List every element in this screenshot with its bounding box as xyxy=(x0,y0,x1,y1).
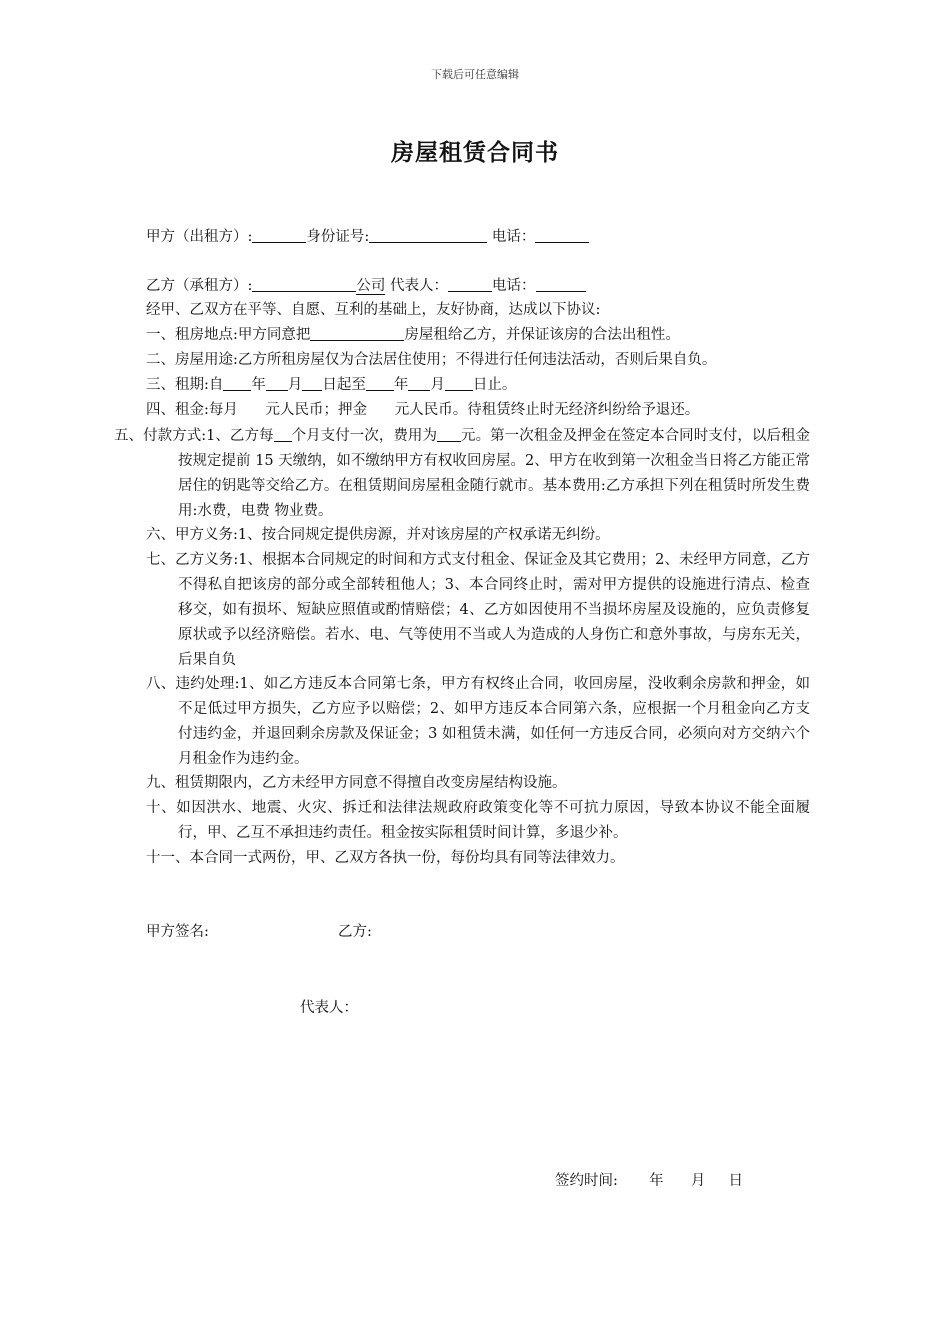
party-a-phone-label: 电话： xyxy=(491,229,536,245)
clause-3-start-year-blank xyxy=(223,374,251,391)
clause-7-text: 七、乙方义务:1、根据本合同规定的时间和方式支付租金、保证金及其它费用；2、未经甲方同意，乙方不得私自把该房的部分或全部转租他人；3、本合同终止时，需对甲方提供的设施进行清点、检查移交，如有损坏、短缺应照值或酌情赔偿；4、乙方如因使用不当损坏房屋及设施的，应负责修复原状或予以经济赔偿。若水、电、气等使用不当或人为造成的人身伤亡和意外事故，与房东无关，后果自负 xyxy=(146,552,810,668)
clause-3-start-day-blank xyxy=(302,374,322,391)
clause-5-text-b: 个月支付一次，费用为 xyxy=(291,428,438,444)
party-a-line xyxy=(146,225,589,250)
party-b-company: 公司 xyxy=(356,278,386,294)
header-note: 下载后可任意编辑 xyxy=(431,68,519,81)
party-b-signature-label: 乙方: xyxy=(338,924,372,940)
clause-9: 九、租赁期限内，乙方未经甲方同意不得擅自改变房屋结构设施。 xyxy=(146,775,567,791)
representative-label: 代表人： xyxy=(300,1000,358,1016)
party-b-line xyxy=(146,274,586,299)
clause-5-text-a: 五、付款方式:1、乙方每 xyxy=(114,428,274,444)
document-title: 房屋租赁合同书 xyxy=(391,139,559,166)
clause-11: 十一、本合同一式两份，甲、乙双方各执一份，每份均具有同等法律效力。 xyxy=(146,850,625,866)
clause-3-text-a: 三、租期:自 xyxy=(146,377,224,393)
party-b-phone-label: 电话： xyxy=(492,278,536,294)
clause-3-end-year-label: 年 xyxy=(393,377,409,393)
clause-1-text-b: 房屋租给乙方，并保证该房的合法出租性。 xyxy=(404,327,680,343)
clause-3-year-label: 年 xyxy=(251,377,266,393)
clause-8 xyxy=(146,672,810,772)
clause-5-fee-blank xyxy=(437,425,461,442)
clause-3-end-month-blank xyxy=(408,374,430,391)
clause-3-text-g: 日止。 xyxy=(472,377,517,393)
clause-3-start-month-blank xyxy=(266,374,288,391)
clause-10 xyxy=(146,796,810,846)
sign-time-label: 签约时间: xyxy=(555,1173,618,1189)
clause-3-text-d: 日起至 xyxy=(322,377,366,393)
clause-3-end-day-blank xyxy=(445,374,473,391)
party-b-rep-blank xyxy=(448,275,492,292)
party-a-phone-blank xyxy=(535,226,589,243)
intro-text: 经甲、乙双方在平等、自愿、互利的基础上，友好协商，达成以下协议: xyxy=(146,302,601,318)
party-b-rep-label: 代表人： xyxy=(390,278,448,294)
sign-time-line xyxy=(555,1169,743,1194)
clause-5-text-c: 元。第一次租金及押金在签定本合同时支付，以后租金按规定提前 15 天缴纳，如不缴纳甲方有权收回房屋。2、甲方在收到第一次租金当日将乙方能正常居住的钥匙等交给乙方。在租赁期间房屋租金随行就市。基本费用:乙方承担下列在租赁时所发生费用:水费，电费 物业费。 xyxy=(178,428,810,519)
clause-5 xyxy=(114,424,810,524)
clause-3 xyxy=(146,373,516,398)
clause-1-text-a: 一、租房地点:甲方同意把 xyxy=(146,327,311,343)
party-a-id-label: 身份证号: xyxy=(306,229,370,245)
party-a-id-blank xyxy=(369,226,487,243)
clause-4: 四、租金:每月 元人民币；押金 元人民币。待租赁终止时无经济纠纷给予退还。 xyxy=(146,402,700,418)
clause-6: 六、甲方义务:1、按合同规定提供房源，并对该房屋的产权承诺无纠纷。 xyxy=(146,527,610,543)
party-a-name-blank xyxy=(252,226,306,243)
party-b-label: 乙方（承租方）: xyxy=(146,278,253,294)
sign-year-label: 年 xyxy=(649,1173,664,1189)
clause-3-end-year-blank xyxy=(366,374,394,391)
sign-month-label: 月 xyxy=(690,1173,706,1189)
clause-3-end-month-label: 月 xyxy=(430,377,445,393)
clause-10-text: 十、如因洪水、地震、火灾、拆迁和法律法规政府政策变化等不可抗力原因，导致本协议不能全面履行，甲、乙互不承担违约责任。租金按实际租赁时间计算，多退少补。 xyxy=(146,800,810,841)
clause-8-text: 八、违约处理:1、如乙方违反本合同第七条，甲方有权终止合同，收回房屋，没收剩余房款和押金，如不足低过甲方损失，乙方应予以赔偿；2、如甲方违反本合同第六条，应根据一个月租金向乙方支付违约金，并退回剩余房款及保证金；3 如租赁未满，如任何一方违反合同，必须向对方交纳六个月租金作为违约金。 xyxy=(146,676,810,767)
party-a-label: 甲方（出租方）: xyxy=(146,229,253,245)
sign-day-label: 日 xyxy=(728,1173,744,1189)
clause-1-location-blank xyxy=(310,324,404,341)
party-b-name-blank xyxy=(252,275,356,292)
party-b-phone-blank xyxy=(536,275,586,292)
clause-7 xyxy=(146,548,810,673)
clause-3-month-label: 月 xyxy=(287,377,303,393)
clause-1 xyxy=(146,323,680,348)
party-a-signature-label: 甲方签名: xyxy=(146,924,209,940)
clause-2: 二、房屋用途:乙方所租房屋仅为合法居住使用；不得进行任何违法活动，否则后果自负。 xyxy=(146,352,717,368)
clause-5-months-blank xyxy=(274,425,292,442)
